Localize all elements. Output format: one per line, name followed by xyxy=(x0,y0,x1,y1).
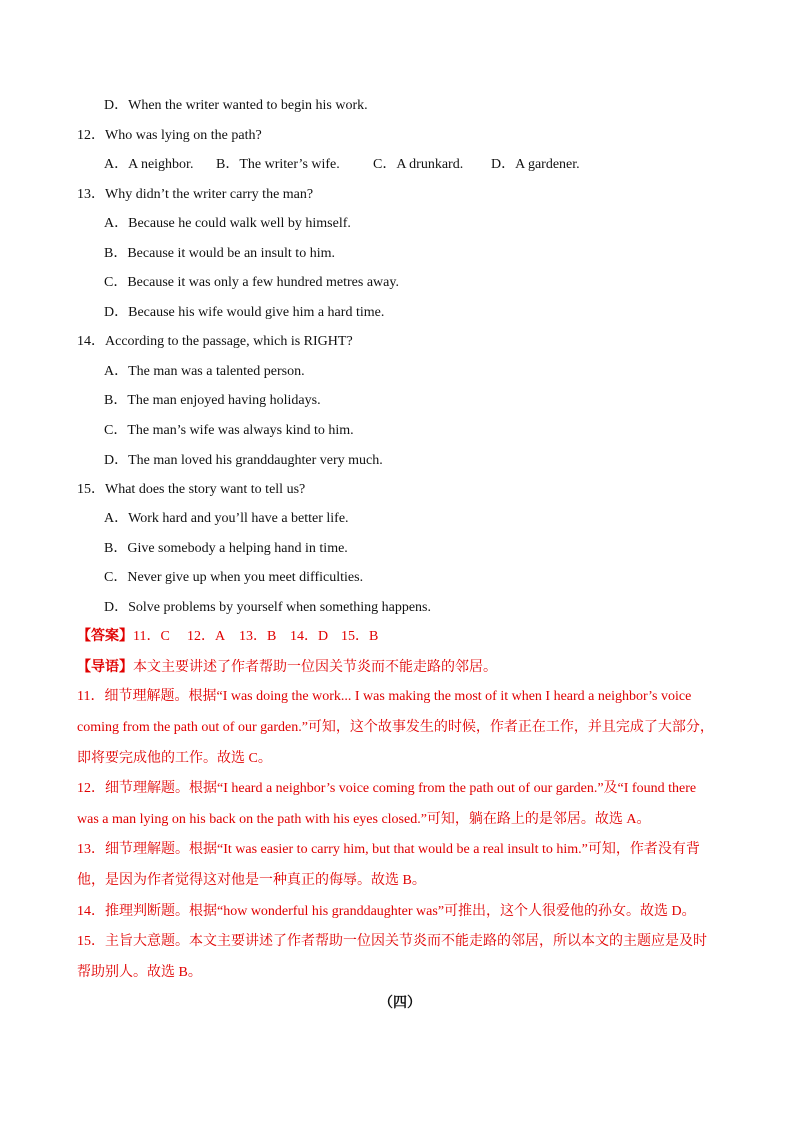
q13-option-c: C．Because it was only a few hundred metres away. xyxy=(104,275,399,290)
q14-option-a: A．The man was a talented person. xyxy=(104,364,305,379)
q12-options xyxy=(104,155,720,175)
answer-line xyxy=(77,627,720,647)
explanation-14-line-1: 14．推理判断题。根据“how wonderful his granddaughter was”可推出，这个人很爱他的孙女。故选 D。 xyxy=(77,904,696,919)
explanation-12-line-2: was a man lying on his back on the path with his eyes closed.”可知，躺在路上的是邻居。故选 A。 xyxy=(77,812,651,827)
guide-text: 本文主要讲述了作者帮助一位因关节炎而不能走路的邻居。 xyxy=(133,660,497,675)
q13-option-b: B．Because it would be an insult to him. xyxy=(104,246,335,261)
explanation-13-line-2: 他，是因为作者觉得这对他是一种真正的侮辱。故选 B。 xyxy=(77,873,426,888)
q11-option-d: D．When the writer wanted to begin his work. xyxy=(104,98,368,113)
q15-option-a: A．Work hard and you’ll have a better life. xyxy=(104,511,349,526)
q13-option-d: D．Because his wife would give him a hard time. xyxy=(104,305,385,320)
explanation-15-line-2: 帮助别人。故选 B。 xyxy=(77,965,202,980)
explanation-11-line-2: coming from the path out of our garden.”可知，这个故事发生的时候，作者正在工作，并且完成了大部分， xyxy=(77,720,714,735)
q14-option-b: B．The man enjoyed having holidays. xyxy=(104,393,321,408)
explanation-11-line-1: 11．细节理解题。根据“I was doing the work... I was making the most of it when I heard a neighbor’s voice xyxy=(77,689,692,704)
guide-label: 【导语】 xyxy=(77,660,133,675)
q15-option-c: C．Never give up when you meet difficulties. xyxy=(104,570,364,585)
answer-item-15: 15．B xyxy=(341,629,379,644)
q15-option-b: B．Give somebody a helping hand in time. xyxy=(104,541,348,556)
q15-stem: 15．What does the story want to tell us? xyxy=(77,482,306,497)
q14-option-c: C．The man’s wife was always kind to him. xyxy=(104,423,354,438)
guide-line xyxy=(77,658,720,678)
q13-option-a: A．Because he could walk well by himself. xyxy=(104,216,351,231)
answer-item-11: 11．C xyxy=(133,629,170,644)
q14-stem: 14．According to the passage, which is RIGHT? xyxy=(77,334,353,349)
explanation-13-line-1: 13．细节理解题。根据“It was easier to carry him, but that would be a real insult to him.”可知，作者没有背 xyxy=(77,842,700,857)
explanation-12-line-1: 12．细节理解题。根据“I heard a neighbor’s voice coming from the path out of our garden.”及“I found there xyxy=(77,781,697,796)
answer-label: 【答案】 xyxy=(77,629,133,644)
explanation-15-line-1: 15．主旨大意题。本文主要讲述了作者帮助一位因关节炎而不能走路的邻居，所以本文的主题应是及时 xyxy=(77,934,707,949)
q12-option-d: D．A gardener. xyxy=(491,157,580,172)
q15-option-d: D．Solve problems by yourself when something happens. xyxy=(104,600,432,615)
explanation-11-line-3: 即将要完成他的工作。故选 C。 xyxy=(77,751,272,766)
answer-item-14: 14．D xyxy=(290,629,329,644)
q12-option-a: A．A neighbor. xyxy=(104,157,194,172)
answer-item-12: 12．A xyxy=(187,629,226,644)
q12-option-b: B．The writer’s wife. xyxy=(216,157,340,172)
q12-option-c: C．A drunkard. xyxy=(373,157,464,172)
answer-item-13: 13．B xyxy=(239,629,277,644)
q12-stem: 12．Who was lying on the path? xyxy=(77,128,262,143)
q13-stem: 13．Why didn’t the writer carry the man? xyxy=(77,187,314,202)
section-heading: （四） xyxy=(379,996,421,1011)
q14-option-d: D．The man loved his granddaughter very much. xyxy=(104,453,383,468)
